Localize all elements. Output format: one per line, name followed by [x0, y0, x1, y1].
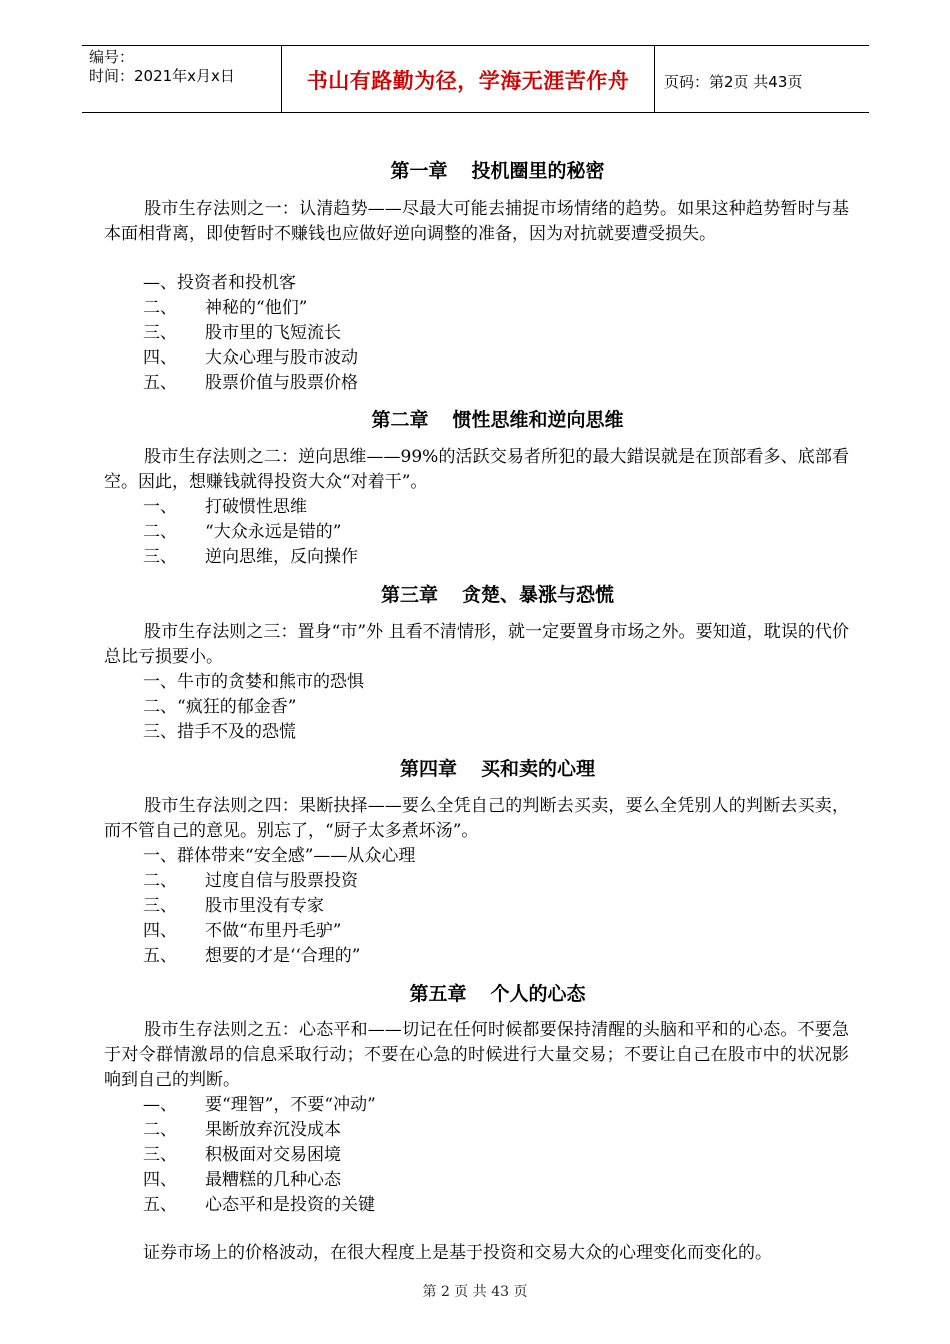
rule-text: 股市生存法则之四：果断抉择——要么全凭自己的判断去买卖，要么全凭别人的判断去买卖，而不管自己的意见。别忘了，“厨子太多煮坏汤”。: [104, 796, 849, 841]
survival-rule: [104, 620, 849, 670]
section-title: 心态平和是投资的关键: [205, 1195, 375, 1215]
section-number: 二、: [143, 871, 177, 891]
header-top-rule: [82, 45, 869, 46]
header-page-info: 页码：第2页 共43页: [664, 73, 803, 91]
section-item: [143, 919, 341, 944]
section-item: [143, 869, 358, 894]
section-number: 五、: [143, 373, 177, 393]
section-item: [143, 371, 358, 396]
closing-sentence: 证券市场上的价格波动，在很大程度上是基于投资和交易大众的心理变化而变化的。: [143, 1243, 772, 1263]
section-number: 三、: [143, 896, 177, 916]
chapter-title: [0, 582, 950, 608]
section-item: [143, 321, 341, 346]
chapter-number: 第四章: [399, 758, 457, 780]
chapter-number: 第二章: [371, 409, 429, 431]
document-number-label: 编号：: [89, 48, 135, 66]
section-number: 二、: [143, 298, 177, 318]
page-header: [82, 45, 869, 113]
section-number: 二、: [143, 522, 177, 542]
document-date: 时间：2021年x月x日: [89, 67, 235, 85]
section-title: 牛市的贪婪和熊市的恐惧: [177, 672, 364, 692]
section-title: 想要的才是‘‘合理的”: [205, 946, 361, 966]
chapter-name: 投机圈里的秘密: [471, 160, 605, 182]
section-item: [143, 271, 296, 296]
survival-rule: [104, 197, 849, 247]
section-number: 一、: [143, 846, 177, 866]
section-number: 一、: [143, 497, 177, 517]
section-item: [143, 695, 296, 720]
rule-text: 股市生存法则之二：逆向思维——99%的活跃交易者所犯的最大錯误就是在顶部看多、底部看空。因此，想赚钱就得投资大众“对着干”。: [104, 447, 849, 492]
section-number: 三、: [143, 323, 177, 343]
section-title: 积极面对交易困境: [205, 1145, 341, 1165]
chapter-number: 第五章: [409, 983, 467, 1005]
chapter-name: 个人的心态: [490, 983, 586, 1005]
rule-text: 股市生存法则之一：认清趋势——尽最大可能去捕捉市场情绪的趋势。如果这种趋势暂时与基本面相背离，即使暂时不赚钱也应做好逆向调整的准备，因为对抗就要遭受损失。: [104, 199, 849, 244]
chapter-name: 买和卖的心理: [481, 758, 596, 780]
section-title: 最糟糕的几种心态: [205, 1170, 341, 1190]
section-item: [143, 1168, 341, 1193]
section-title: 过度自信与股票投资: [205, 871, 358, 891]
section-title: 要“理智”，不要“冲动”: [205, 1095, 376, 1115]
section-number: —、: [143, 1095, 177, 1115]
section-item: [143, 495, 307, 520]
section-title: 股票价值与股票价格: [205, 373, 358, 393]
section-number: 三、: [143, 547, 177, 567]
chapter-title: [0, 981, 950, 1007]
section-item: [143, 1143, 341, 1168]
section-item: [143, 296, 307, 321]
header-divider: [654, 45, 655, 113]
section-item: [143, 545, 358, 570]
section-title: “大众永远是错的”: [205, 522, 342, 542]
section-number: 四、: [143, 348, 177, 368]
section-title: 果断放弃沉没成本: [205, 1120, 341, 1140]
section-number: 三、: [143, 1145, 177, 1165]
section-item: [143, 346, 358, 371]
header-meta: [89, 48, 235, 86]
chapter-number: 第三章: [380, 584, 438, 606]
chapter-number: 第一章: [390, 160, 448, 182]
section-item: [143, 1118, 341, 1143]
section-number: 四、: [143, 921, 177, 941]
section-number: 五、: [143, 946, 177, 966]
section-item: [143, 520, 341, 545]
section-title: 群体带来“安全感”——从众心理: [177, 846, 416, 866]
survival-rule: [104, 1018, 849, 1093]
section-title: 大众心理与股市波动: [205, 348, 358, 368]
chapter-title: [0, 158, 950, 184]
section-item: [143, 1193, 375, 1218]
chapter-name: 惯性思维和逆向思维: [452, 409, 624, 431]
section-number: 五、: [143, 1195, 177, 1215]
section-title: 打破惯性思维: [205, 497, 307, 517]
page-footer: 第 2 页 共 43 页: [422, 1284, 528, 1300]
section-item: [143, 720, 296, 745]
chapter-title: [0, 407, 950, 433]
rule-text: 股市生存法则之五：心态平和——切记在任何时候都要保持清醒的头脑和平和的心态。不要急于对令群情激昂的信息采取行动；不要在心急的时候进行大量交易；不要让自己在股市中的状况影响到自己的判断。: [104, 1020, 849, 1090]
header-bottom-rule: [82, 112, 869, 113]
section-number: 一、: [143, 672, 177, 692]
section-title: 措手不及的恐慌: [177, 722, 296, 742]
header-motto: 书山有路勤为径，学海无涯苦作舟: [306, 69, 630, 93]
survival-rule: [104, 794, 849, 844]
section-item: [143, 944, 361, 969]
section-item: [143, 1093, 376, 1118]
section-item: [143, 670, 364, 695]
rule-text: 股市生存法则之三：置身“市”外 且看不清情形，就一定要置身市场之外。要知道，耽误的代价总比亏损要小。: [104, 622, 849, 667]
section-item: [143, 844, 415, 869]
section-title: 股市里没有专家: [205, 896, 324, 916]
section-number: —、: [143, 273, 177, 293]
section-number: 二、: [143, 1120, 177, 1140]
section-title: “疯狂的郁金香”: [177, 697, 297, 717]
section-number: 二、: [143, 697, 177, 717]
section-title: 逆向思维，反向操作: [205, 547, 358, 567]
section-title: 神秘的“他们”: [205, 298, 308, 318]
section-title: 不做“布里丹毛驴”: [205, 921, 342, 941]
survival-rule: [104, 445, 849, 495]
chapter-name: 贪楚、暴涨与恐慌: [462, 584, 615, 606]
section-item: [143, 894, 324, 919]
section-number: 四、: [143, 1170, 177, 1190]
section-title: 投资者和投机客: [177, 273, 296, 293]
chapter-title: [0, 756, 950, 782]
section-number: 三、: [143, 722, 177, 742]
section-title: 股市里的飞短流长: [205, 323, 341, 343]
